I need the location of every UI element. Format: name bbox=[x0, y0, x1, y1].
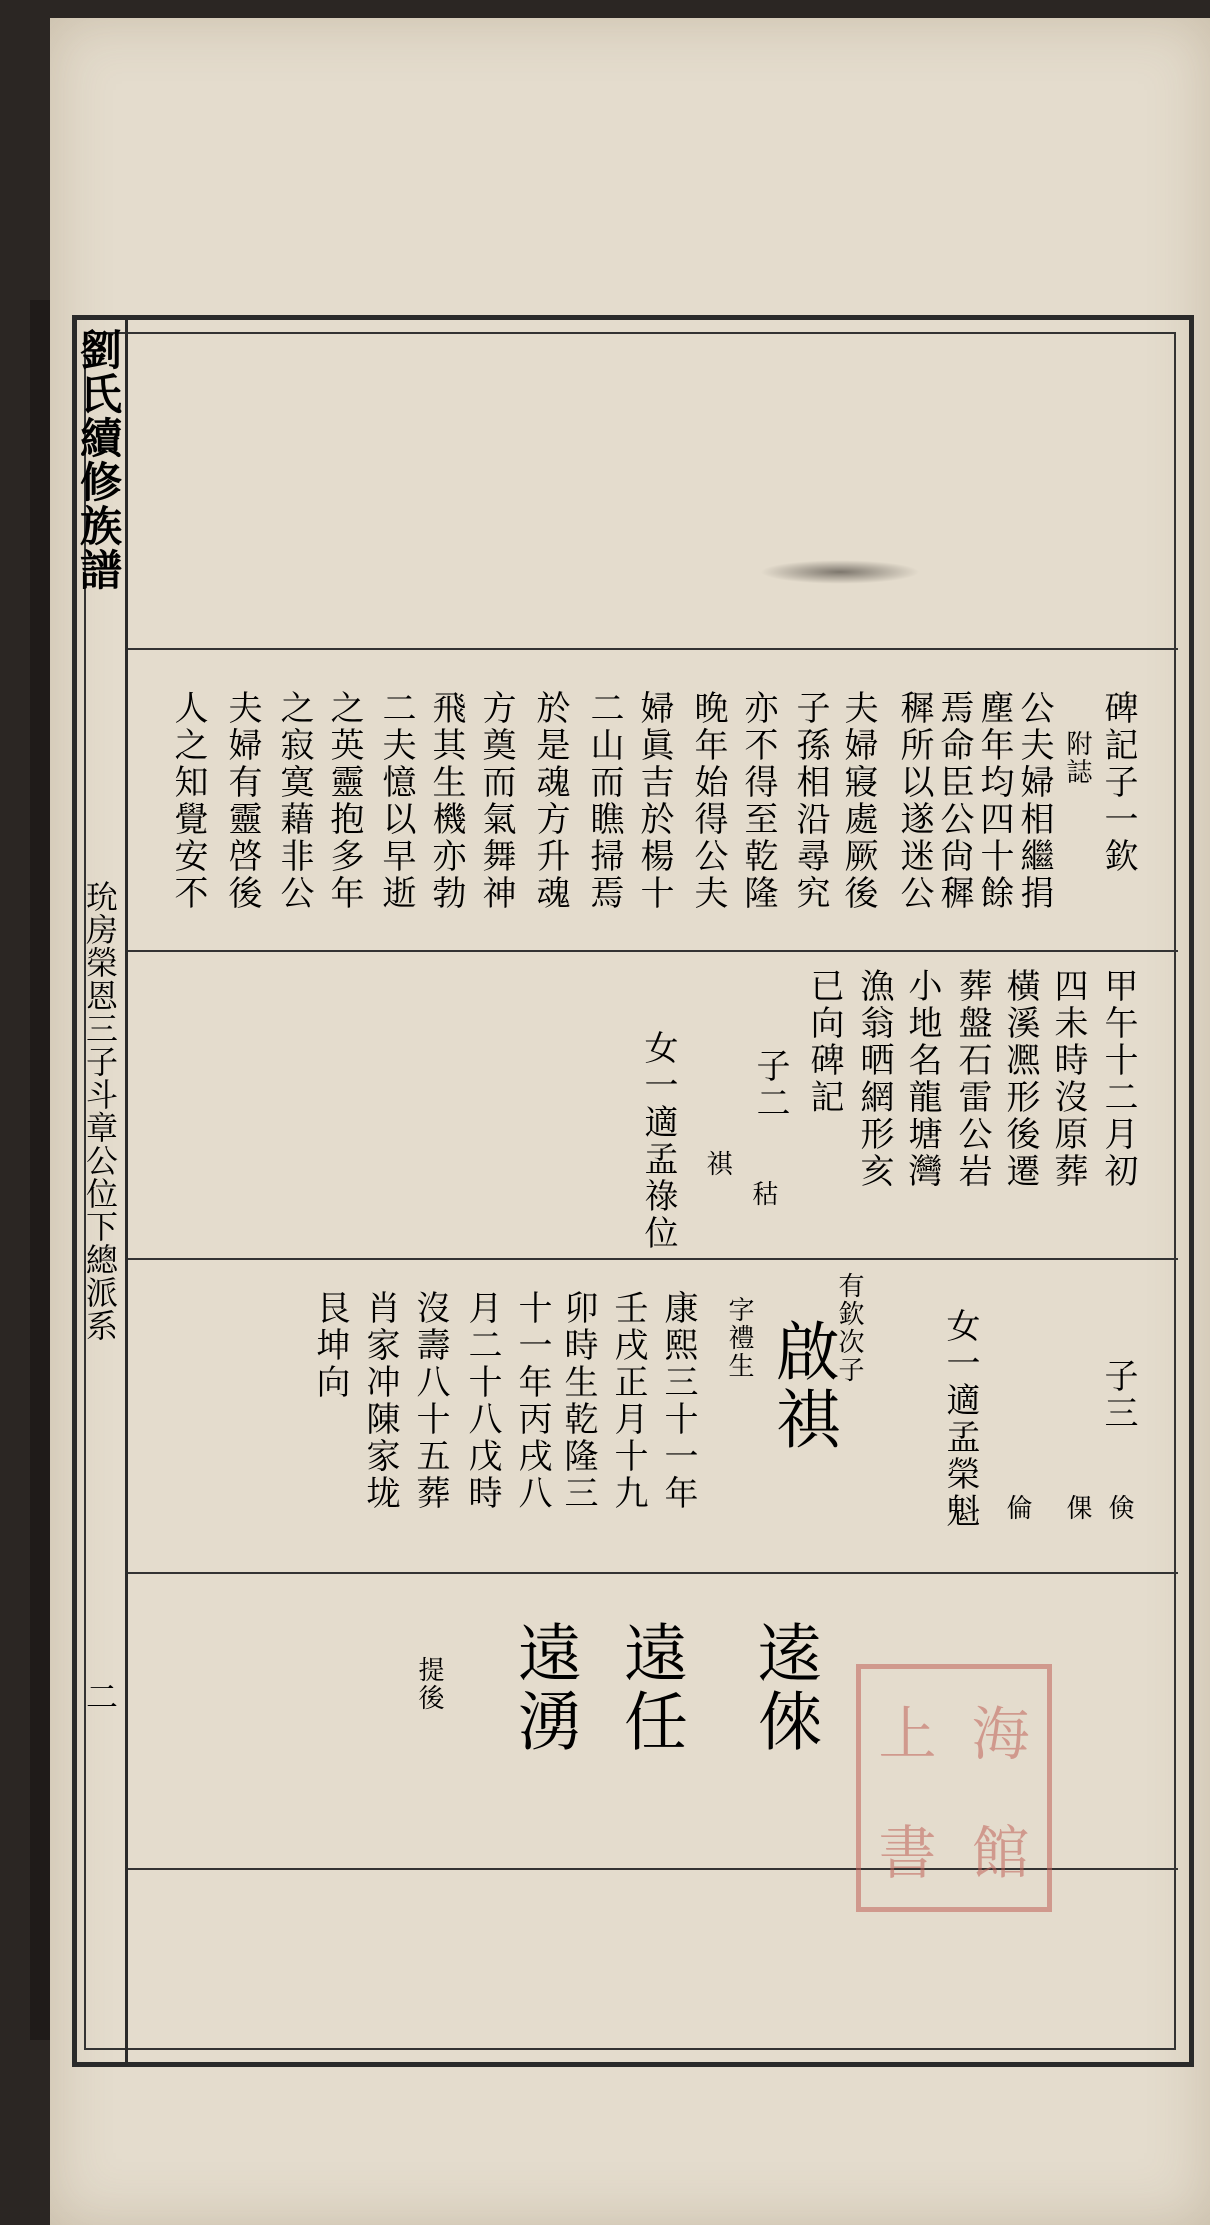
divider-4 bbox=[128, 1572, 1178, 1574]
s1-col-7: 子孫相沿尋究 bbox=[791, 690, 828, 912]
seal-char-0: 上 bbox=[878, 1701, 937, 1767]
s2-col-9: 祺 bbox=[703, 1150, 732, 1178]
s2-col-5: 漁翁晒網形亥 bbox=[855, 968, 892, 1190]
s2-col-2: 橫溪凞形後遷 bbox=[1001, 968, 1038, 1190]
s3-col-3: 十一年丙戌八 bbox=[513, 1290, 550, 1512]
ink-stain bbox=[760, 560, 920, 584]
s3-col-b: 倹 bbox=[1105, 1494, 1134, 1522]
s3-col-d: 倫 bbox=[1003, 1494, 1032, 1522]
s2-col-1: 四未時沒原葬 bbox=[1049, 968, 1086, 1190]
s1-col-4: 焉命臣公尙穉 bbox=[935, 690, 972, 912]
s3-col-7: 艮坤向 bbox=[311, 1290, 348, 1401]
s1-col-12: 於是魂方升魂 bbox=[531, 690, 568, 912]
seal-char-3: 館 bbox=[971, 1820, 1030, 1886]
seal-char-1: 海 bbox=[971, 1701, 1030, 1767]
s1-col-13: 方奠而氣舞神 bbox=[477, 690, 514, 912]
s4-note: 提後 bbox=[415, 1656, 444, 1712]
divider-2 bbox=[128, 950, 1178, 952]
s3-col-a: 子三 bbox=[1099, 1358, 1136, 1432]
s4-name-2: 遠湧 bbox=[509, 1620, 580, 1756]
s2-col-6: 已向碑記 bbox=[805, 968, 842, 1116]
s1-col-1: 附誌 bbox=[1063, 730, 1092, 786]
s3-name: 啟祺 bbox=[767, 1318, 838, 1454]
s1-col-17: 之寂寞藉非公 bbox=[275, 690, 312, 912]
s1-col-18: 夫婦有靈啓後 bbox=[223, 690, 260, 912]
s1-col-10: 婦眞吉於楊十 bbox=[635, 690, 672, 912]
s1-col-0: 碑記子一欽 bbox=[1099, 690, 1136, 875]
binding-edge bbox=[30, 300, 50, 2040]
s1-col-19: 人之知覺安不 bbox=[169, 690, 206, 912]
seal-char-2: 書 bbox=[878, 1820, 937, 1886]
s4-name-1: 遠任 bbox=[615, 1620, 686, 1756]
s1-col-8: 亦不得至乾隆 bbox=[739, 690, 776, 912]
s3-name-prefix: 有欽次子 bbox=[835, 1272, 864, 1384]
s1-col-11: 二山而瞧掃焉 bbox=[585, 690, 622, 912]
s4-name-0: 逺倈 bbox=[749, 1620, 820, 1756]
s3-col-5: 沒壽八十五葬 bbox=[411, 1290, 448, 1512]
s1-col-14: 飛其生機亦勃 bbox=[427, 690, 464, 912]
s1-col-5: 穉所以遂迷公 bbox=[895, 690, 932, 912]
s3-col-1: 壬戌正月十九 bbox=[609, 1290, 646, 1512]
s2-col-3: 葬盤石雷公岩 bbox=[953, 968, 990, 1190]
s2-col-8: 秙 bbox=[749, 1180, 778, 1208]
s2-col-0: 甲午十二月初 bbox=[1099, 968, 1136, 1190]
s3-col-0: 康熙三十一年 bbox=[659, 1290, 696, 1512]
book-title: 劉氏續修族譜 bbox=[74, 328, 120, 592]
branch-title: 玧房榮恩三子斗章公位下總派系 bbox=[82, 880, 118, 1342]
s3-col-e: 女一適孟榮魁 bbox=[941, 1308, 978, 1530]
s1-col-6: 夫婦寢處厥後 bbox=[839, 690, 876, 912]
s3-courtesy: 字禮生 bbox=[725, 1296, 754, 1380]
divider-1 bbox=[128, 648, 1178, 650]
page-number: 二 bbox=[82, 1680, 118, 1712]
s1-col-2: 公夫婦相繼捐 bbox=[1015, 690, 1052, 912]
s3-col-4: 月二十八戊時 bbox=[463, 1290, 500, 1512]
s3-col-6: 肖家冲陳家垅 bbox=[361, 1290, 398, 1512]
s1-col-3: 塵年均四十餘 bbox=[975, 690, 1012, 912]
s2-col-10: 女一適孟祿位 bbox=[639, 1030, 676, 1252]
s3-col-c: 倮 bbox=[1063, 1494, 1092, 1522]
s1-col-9: 晚年始得公夫 bbox=[689, 690, 726, 912]
s2-col-4: 小地名龍塘灣 bbox=[903, 968, 940, 1190]
library-seal bbox=[856, 1664, 1052, 1912]
divider-3 bbox=[128, 1258, 1178, 1260]
s1-col-15: 二夫憶以早逝 bbox=[377, 690, 414, 912]
s3-col-2: 卯時生乾隆三 bbox=[559, 1290, 596, 1512]
s1-col-16: 之英靈抱多年 bbox=[325, 690, 362, 912]
s2-col-7: 子二 bbox=[751, 1048, 788, 1122]
